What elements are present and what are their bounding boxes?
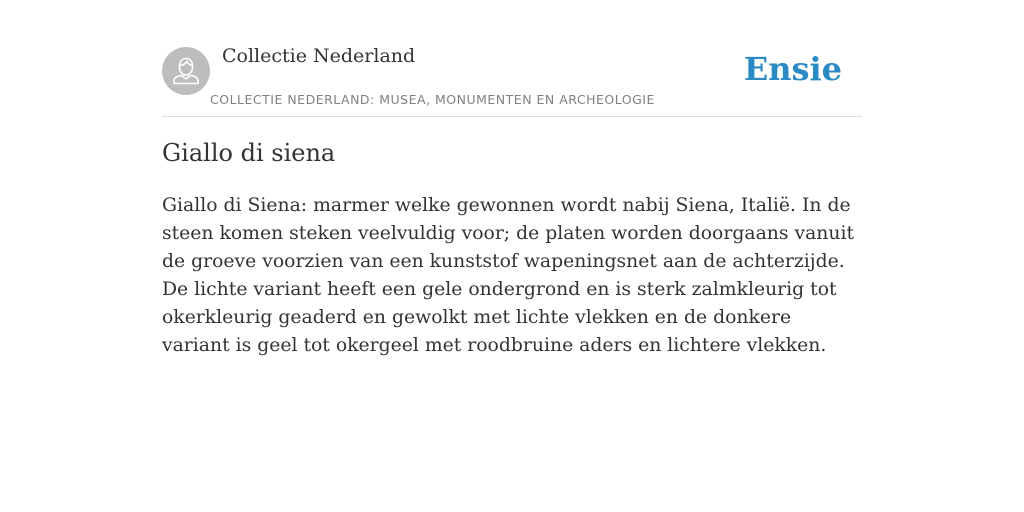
user-icon	[162, 47, 210, 95]
author-avatar[interactable]	[162, 47, 210, 95]
definition-card	[162, 0, 862, 512]
article-body: Giallo di Siena: marmer welke gewonnen wordt nabij Siena, Italië. In de steen komen steken veelvuldig voor; de platen worden doorgaans vanuit de groeve voorzien van een kunststof wapeningsnet aan de achterzijde. De lichte variant heeft een gele ondergrond en is sterk zalmkleurig tot okerkleurig geaderd en gewolkt met lichte vlekken en de donkere variant is geel tot okergeel met roodbruine aders en lichtere vlekken.	[162, 195, 855, 356]
source-label[interactable]: COLLECTIE NEDERLAND: MUSEA, MONUMENTEN EN ARCHEOLOGIE	[210, 92, 655, 107]
ensie-logo[interactable]: Ensie	[743, 50, 842, 88]
card-header	[162, 0, 862, 117]
author-name[interactable]: Collectie Nederland	[222, 45, 416, 67]
article-title: Giallo di siena	[162, 139, 336, 167]
